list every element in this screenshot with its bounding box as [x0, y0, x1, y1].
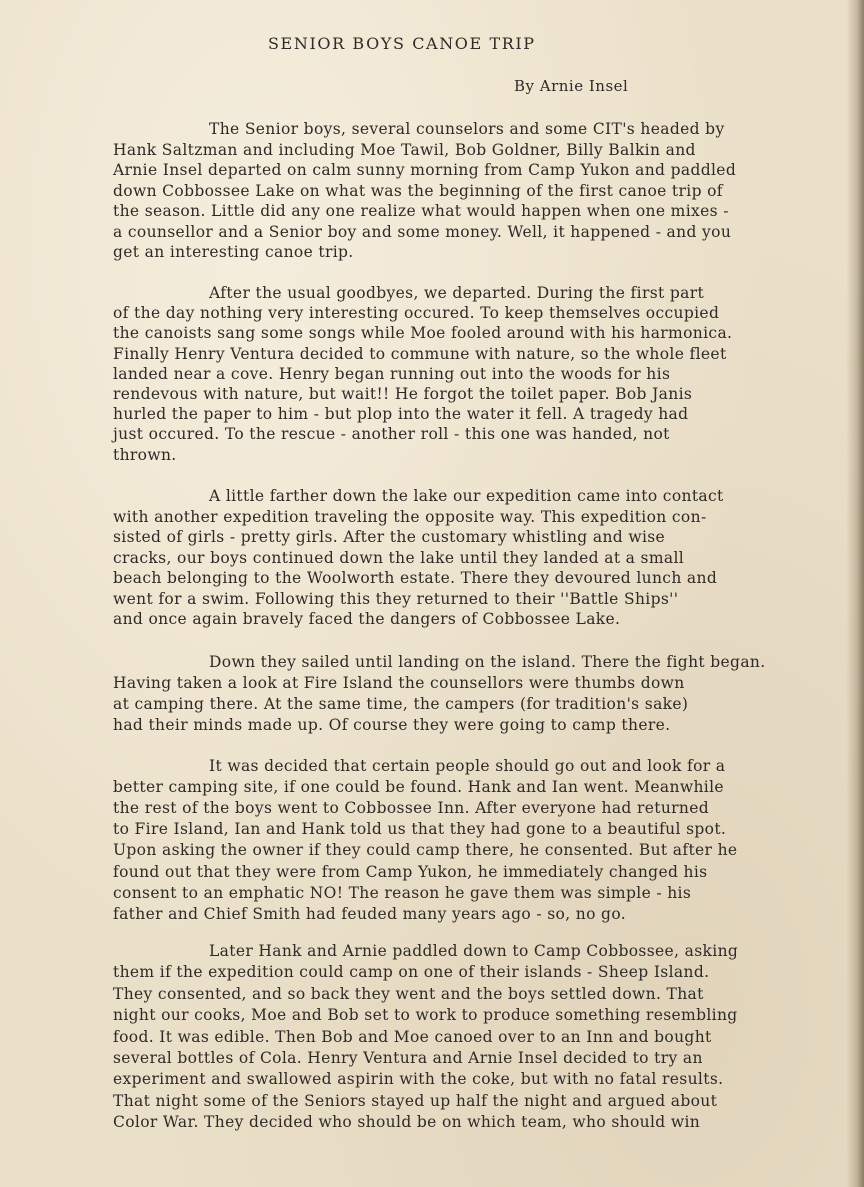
paragraph-line: at camping there. At the same time, the campers (for tradition's sake) — [113, 695, 689, 713]
paragraph-line: and once again bravely faced the dangers of Cobbossee Lake. — [113, 610, 621, 628]
paragraph-line: Color War. They decided who should be on which team, who should win — [113, 1113, 701, 1132]
paragraph-line: the canoists sang some songs while Moe fooled around with his harmonica. — [113, 324, 733, 343]
paragraph-line: a counsellor and a Senior boy and some money. Well, it happened - and you — [113, 222, 732, 241]
paragraph-first-line: Down they sailed until landing on the island. There the fight began. — [209, 653, 766, 671]
paragraph-line: food. It was edible. Then Bob and Moe canoed over to an Inn and bought — [113, 1027, 712, 1046]
paragraph-line: found out that they were from Camp Yukon, he immediately changed his — [113, 862, 708, 881]
paragraph-line: landed near a cove. Henry began running out into the woods for his — [113, 364, 671, 383]
paragraph-line: had their minds made up. Of course they were going to camp there. — [113, 716, 671, 734]
paragraph-line: They consented, and so back they went and the boys settled down. That — [113, 984, 704, 1003]
paragraph-line: sisted of girls - pretty girls. After the customary whistling and wise — [113, 528, 666, 546]
paragraph-first-line: Later Hank and Arnie paddled down to Camp Cobbossee, asking — [209, 942, 739, 960]
paragraph-line: cracks, our boys continued down the lake until they landed at a small — [113, 548, 685, 567]
paragraph-first-line: A little farther down the lake our expedition came into contact — [209, 487, 724, 505]
paragraph-first-line: The Senior boys, several counselors and some CIT's headed by — [209, 120, 725, 138]
paragraph-line: hurled the paper to him - but plop into the water it fell. A tragedy had — [113, 405, 689, 424]
article-byline: By Arnie Insel — [514, 77, 629, 95]
paragraph-line: of the day nothing very interesting occured. To keep themselves occupied — [113, 304, 720, 323]
paragraph-line: the season. Little did any one realize what would happen when one mixes - — [113, 202, 729, 220]
paragraph-line: Hank Saltzman and including Moe Tawil, Bob Goldner, Billy Balkin and — [113, 140, 696, 159]
paragraph-line: father and Chief Smith had feuded many years ago - so, no go. — [113, 904, 627, 923]
paragraph-line: went for a swim. Following this they returned to their ''Battle Ships'' — [113, 589, 679, 608]
paragraph-line: them if the expedition could camp on one of their islands - Sheep Island. — [113, 963, 710, 982]
paragraph-line: night our cooks, Moe and Bob set to work to produce something resembling — [113, 1006, 738, 1025]
paragraph-line: Finally Henry Ventura decided to commune with nature, so the whole fleet — [113, 344, 727, 363]
paragraph-first-line: After the usual goodbyes, we departed. During the first part — [209, 284, 705, 302]
paragraph-line: several bottles of Cola. Henry Ventura and Arnie Insel decided to try an — [113, 1049, 703, 1067]
paragraph-line: better camping site, if one could be found. Hank and Ian went. Meanwhile — [113, 778, 724, 797]
paragraph-line: consent to an emphatic NO! The reason he gave them was simple - his — [113, 883, 692, 902]
paragraph-line: down Cobbossee Lake on what was the beginning of the first canoe trip of — [113, 181, 723, 200]
paragraph-line: beach belonging to the Woolworth estate. There they devoured lunch and — [113, 569, 718, 587]
paragraph-line: get an interesting canoe trip. — [113, 243, 354, 261]
page-edge-shadow — [846, 0, 864, 1187]
paragraph-line: experiment and swallowed aspirin with the coke, but with no fatal results. — [113, 1070, 724, 1089]
paragraph-line: That night some of the Seniors stayed up half the night and argued about — [113, 1091, 718, 1110]
paragraph-line: just occured. To the rescue - another roll - this one was handed, not — [113, 425, 670, 444]
paragraph-line: thrown. — [113, 445, 177, 464]
paragraph-line: to Fire Island, Ian and Hank told us that they had gone to a beautiful spot. — [113, 820, 727, 839]
paragraph-first-line: It was decided that certain people should go out and look for a — [209, 757, 726, 775]
paragraph-line: Having taken a look at Fire Island the counsellors were thumbs down — [113, 674, 685, 692]
paragraph-line: with another expedition traveling the opposite way. This expedition con- — [113, 507, 707, 526]
paragraph-line: rendevous with nature, but wait!! He forgot the toilet paper. Bob Janis — [113, 385, 693, 403]
paragraph-line: the rest of the boys went to Cobbossee Inn. After everyone had returned — [113, 799, 710, 818]
article-title: SENIOR BOYS CANOE TRIP — [268, 34, 536, 53]
paragraph-line: Arnie Insel departed on calm sunny morning from Camp Yukon and paddled — [113, 161, 737, 179]
paragraph-line: Upon asking the owner if they could camp there, he consented. But after he — [113, 841, 738, 860]
